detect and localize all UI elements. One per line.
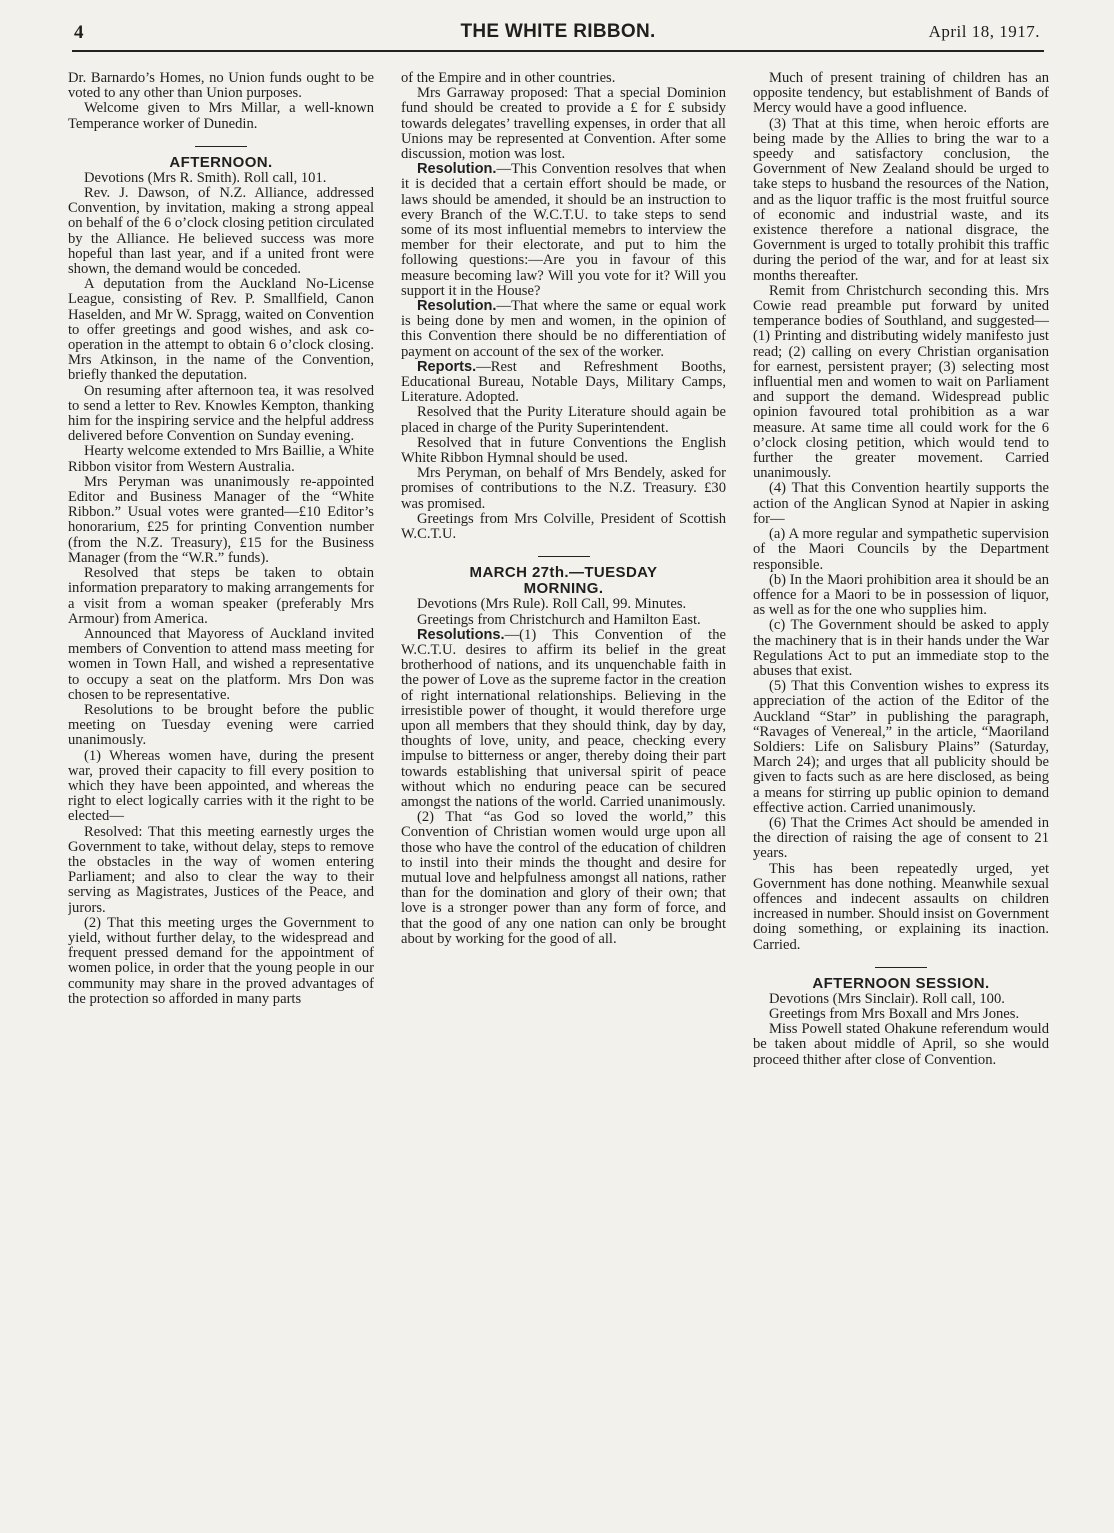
run-in-heading: Reports. bbox=[417, 358, 477, 375]
paragraph: Hearty welcome extended to Mrs Baillie, a White Ribbon visitor from Western Australia. bbox=[68, 443, 374, 475]
paragraph: (c) The Government should be asked to apply the machinery that is in their hands under the War Regulations Act to put an immediate stop to the abuses that exist. bbox=[753, 617, 1049, 679]
paragraph: Resolved that the Purity Literature should again be placed in charge of the Purity Superintendent. bbox=[401, 404, 726, 436]
paragraph: Greetings from Mrs Colville, President of Scottish W.C.T.U. bbox=[401, 510, 726, 543]
paragraph: Greetings from Mrs Boxall and Mrs Jones. bbox=[769, 1005, 1020, 1022]
paragraph: Mrs Garraway proposed: That a special Dominion fund should be created to provide a £ for £ subsidy towards delegates’ travelling expenses, in order that all Unions may be represented at Convention. After some discussion, motion was lost. bbox=[401, 85, 726, 163]
publication-title: THE WHITE RIBBON. bbox=[460, 21, 656, 42]
column-3 bbox=[753, 71, 1049, 1511]
paragraph: Resolved that in future Conventions the English White Ribbon Hymnal should be used. bbox=[401, 434, 726, 467]
paragraph: Greetings from Christchurch and Hamilton East. bbox=[417, 611, 701, 628]
section-divider bbox=[875, 967, 927, 968]
paragraph: This has been repeatedly urged, yet Government has done nothing. Meanwhile sexual offences and indecent assaults on children increased in number. Should insist on Government doing something, or explaining its inaction. Carried. bbox=[753, 860, 1049, 953]
masthead bbox=[72, 18, 1044, 52]
paragraph-resolutions bbox=[401, 628, 726, 810]
paragraph: A deputation from the Auckland No-License League, consisting of Rev. P. Smallfield, Canon Haselden, and Mr W. Spragg, waited on Convention to offer greetings and good wishes, and ask co-operation in the attempt to obtain 6 o’clock closing. Mrs Atkinson, in the name of the Convention, briefly thanked the deputation. bbox=[68, 276, 374, 384]
paragraph-text: —(1) This Convention of the W.C.T.U. desires to affirm its belief in the great brotherhood of nations, and its unquenchable faith in the power of Love as the supreme factor in the creation of right international relationships. Believing in the irresistible power of thought, it would therefore urge upon all members that they should think, day by day, thoughts of love, unity, and peace, checking every impulse to bitterness or anger, thereby doing their part towards establishing that universal spirit of peace without which no enduring peace can be secured amongst the nations of the world. Carried unanimously. bbox=[401, 626, 726, 810]
paragraph-text: —This Convention resolves that when it is decided that a certain effort should be made, or laws should be amended, it should be an instruction to every Branch of the W.C.T.U. to take steps to send some of its most influential memebrs to interview the member for their electorate, and put to him the following questions:—Are you in favour of this measure becoming law? Will you vote for it? Will you support it in the House? bbox=[401, 161, 726, 299]
run-in-heading: Resolution. bbox=[417, 298, 497, 315]
paragraph-reports bbox=[401, 360, 726, 406]
paragraph: Resolved: That this meeting earnestly urges the Government to take, without delay, steps to remove the obstacles in the way of women entering Parliament; and also to clear the way to their serving as Magistrates, Justices of the Peace, and jurors. bbox=[68, 823, 374, 916]
paragraph: Miss Powell stated Ohakune referendum would be taken about middle of April, so she would proceed thither after close of Convention. bbox=[753, 1021, 1049, 1068]
paragraph: of the Empire and in other countries. bbox=[401, 71, 616, 86]
paragraph-text: —That where the same or equal work is being done by men and women, in the opinion of this Convention there should be no differentiation of payment on account of the sex of the worker. bbox=[401, 298, 726, 360]
paragraph: Resolved that steps be taken to obtain information preparatory to making arrangements for a visit from a woman speaker (preferably Mrs Armour) from America. bbox=[68, 565, 374, 627]
paragraph: (4) That this Convention heartily supports the action of the Anglican Synod at Napier in asking for— bbox=[753, 480, 1049, 527]
paragraph: Much of present training of children has an opposite tendency, but establishment of Bands of Mercy would have a good influence. bbox=[753, 71, 1049, 117]
paragraph: Remit from Christchurch seconding this. Mrs Cowie read preamble put forward by united temperance bodies of Southland, and suggested—(1) Printing and distributing widely manifesto just read; (2) calling on every Christian organisation for earnest, persistent prayer; (3) selecting most influential men and women to wait on Parliament and support the demand. Widespread public opinion favoured total prohibition as a war measure. At same time all could work for the 6 o’clock closing petition, which would tend to further the greater movement. Carried unanimously. bbox=[753, 282, 1049, 482]
paragraph: (2) That this meeting urges the Government to yield, without further delay, to the widespread and frequent pressed demand for the appointment of women police, in order that the young people in our community may share in the proved advantages of the protection so afforded in many parts bbox=[68, 914, 374, 1007]
paragraph: Devotions (Mrs Sinclair). Roll call, 100. bbox=[769, 990, 1005, 1007]
heading-line: MARCH 27th.—TUESDAY bbox=[469, 564, 658, 582]
paragraph: (2) That “as God so loved the world,” this Convention of Christian women would urge upon all those who have the control of the education of children to instil into their minds the thought and desire for mutual love and helpfulness amongst all nations, rather than for the domination and glory of their own; that love is a stronger power than any form of force, and that the good of any one nation can only be brought about by working for the good of all. bbox=[401, 809, 726, 947]
paragraph: Resolutions to be brought before the public meeting on Tuesday evening were carried unanimously. bbox=[68, 701, 374, 749]
paragraph: Mrs Peryman was unanimously re-appointed Editor and Business Manager of the “White Ribbon.” Usual votes were granted—£10 Editor’s honorarium, £25 for printing Convention number (from the N.Z. Treasury), £15 for the Business Manager (from the “W.R.” funds). bbox=[68, 473, 374, 566]
paragraph: On resuming after afternoon tea, it was resolved to send a letter to Rev. Knowles Kempton, thanking him for the inspiring service and the helpful address delivered before Convention on Sunday evening. bbox=[68, 382, 374, 445]
column-1 bbox=[68, 71, 374, 1511]
paragraph: Rev. J. Dawson, of N.Z. Alliance, addressed Convention, by invitation, making a strong appeal on behalf of the 6 o’clock closing petition circulated by the Alliance. He believed success was more hopeful than last year, and if a united front were shown, the demand would be conceded. bbox=[68, 185, 374, 278]
paragraph-text: —Rest and Refreshment Booths, Educational Bureau, Notable Days, Military Camps, Literature. Adopted. bbox=[401, 358, 726, 406]
paragraph: (b) In the Maori prohibition area it should be an offence for a Maori to be in possession of liquor, as well as for the one who supplies him. bbox=[753, 571, 1049, 619]
paragraph-resolution bbox=[401, 299, 726, 360]
issue-date: April 18, 1917. bbox=[928, 22, 1040, 41]
paragraph: (1) Whereas women have, during the present war, proved their capacity to fill every position to which they have been appointed, and whereas the right to elect logically carries with it the right to be elected— bbox=[68, 747, 374, 825]
paragraph: (5) That this Convention wishes to express its appreciation of the action of the Editor of the Auckland “Star” in publishing the paragraph, “Ravages of Venereal,” in the article, “Maoriland Soldiers: Life on Salisbury Plains” (Saturday, March 24); and urges that all publicity should be given to facts such as are here disclosed, as being a means for stirring up public opinion to demand effective action. Carried unanimously. bbox=[753, 678, 1049, 816]
heading-line: MORNING. bbox=[523, 580, 604, 598]
run-in-heading: Resolution. bbox=[417, 161, 497, 178]
paragraph: Dr. Barnardo’s Homes, no Union funds ought to be voted to any other than Union purposes. bbox=[68, 71, 374, 102]
paragraph: Welcome given to Mrs Millar, a well-known Temperance worker of Dunedin. bbox=[68, 100, 374, 132]
paragraph: Devotions (Mrs R. Smith). Roll call, 101. bbox=[84, 169, 327, 186]
page-number: 4 bbox=[74, 22, 84, 43]
paragraph: Devotions (Mrs Rule). Roll Call, 99. Minutes. bbox=[417, 596, 687, 613]
section-divider bbox=[195, 146, 247, 147]
run-in-heading: Resolutions. bbox=[417, 626, 505, 643]
section-heading-afternoon: AFTERNOON. bbox=[169, 153, 273, 171]
paragraph: (a) A more regular and sympathetic supervision of the Maori Councils by the Department responsible. bbox=[753, 526, 1049, 573]
paragraph: (3) That at this time, when heroic efforts are being made by the Allies to bring the war to a speedy and satisfactory conclusion, the Government of New Zealand should be urged to take steps to husband the resources of the Nation, and as the liquor traffic is the most fruitful source of economic and industrial waste, and its existence therefore a national disgrace, the Government is urged to totally prohibit this traffic during the period of the war, and for at least six months thereafter. bbox=[753, 115, 1049, 284]
section-heading-march bbox=[401, 565, 726, 597]
section-heading-afternoon-session: AFTERNOON SESSION. bbox=[812, 974, 990, 992]
section-divider bbox=[538, 556, 590, 557]
paragraph-resolution bbox=[401, 162, 726, 299]
paragraph: Announced that Mayoress of Auckland invited members of Convention to attend mass meeting for women in Town Hall, and wished a representative to occupy a seat on the platform. Mrs Don was chosen to be representative. bbox=[68, 625, 374, 703]
column-2 bbox=[401, 71, 726, 1511]
paragraph: (6) That the Crimes Act should be amended in the direction of raising the age of consent to 21 years. bbox=[753, 814, 1049, 862]
paragraph: Mrs Peryman, on behalf of Mrs Bendely, asked for promises of contributions to the N.Z. Treasury. £30 was promised. bbox=[401, 465, 726, 512]
